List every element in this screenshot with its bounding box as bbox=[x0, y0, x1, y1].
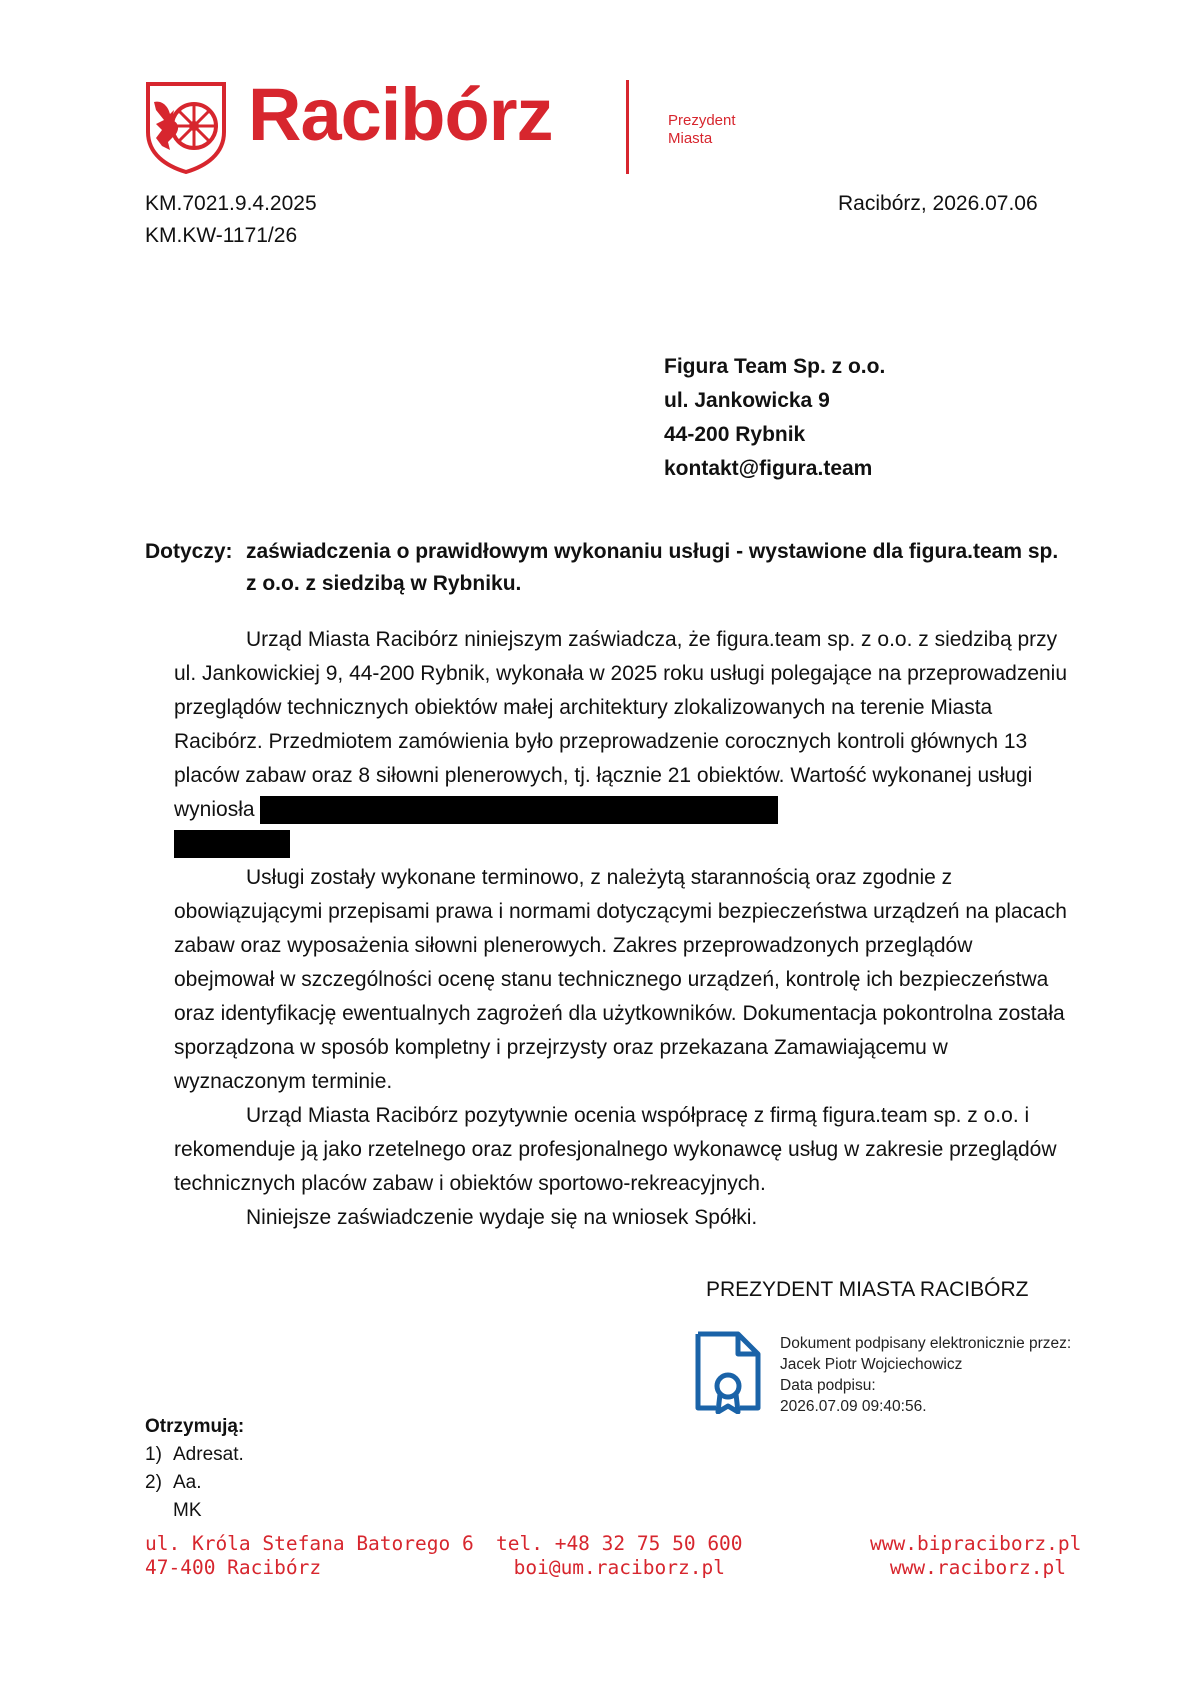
signed-document-icon bbox=[694, 1330, 762, 1414]
e-signature-date: 2026.07.09 09:40:56. bbox=[780, 1398, 927, 1415]
list-item-extra-text: MK bbox=[173, 1500, 202, 1521]
body-paragraph-2: Usługi zostały wykonane terminowo, z należytą starannością oraz zgodnie z obowiązującymi przepisami prawa i normami dotyczącymi bezpieczeństwa urządzeń na placach zabaw oraz wyposażenia siłowni plenerowych. Zakres przeprowadzonych przeglądów obejmował w szczególności ocenę stanu technicznego urządzeń, kontrolę ich bezpieczeństwa oraz identyfikację ewentualnych zagrożeń dla użytkowników. Dokumentacja pokontrolna została sporządzona w sposób kompletny i przejrzysty oraz przekazana Zamawiającemu w wyznaczonym terminie. bbox=[174, 866, 1067, 1093]
recipient-email: kontakt@figura.team bbox=[664, 457, 873, 480]
footer-address-street: ul. Króla Stefana Batorego 6 bbox=[145, 1532, 474, 1555]
body-paragraph-1 bbox=[174, 623, 1076, 861]
list-item-number: 1) bbox=[145, 1444, 162, 1465]
letter-body bbox=[174, 623, 1076, 1235]
body-paragraph-3: Urząd Miasta Racibórz pozytywnie ocenia współpracę z firmą figura.team sp. z o.o. i rekomenduje ją jako rzetelnego oraz profesjonalnego wykonawcę usług w zakresie przeglądów technicznych placów zabaw i obiektów sportowo-rekreacyjnych. bbox=[174, 1104, 1057, 1195]
recipients-list bbox=[145, 1441, 244, 1525]
list-item bbox=[145, 1441, 244, 1469]
footer-email[interactable]: boi@um.raciborz.pl bbox=[513, 1556, 725, 1579]
recipient-street: ul. Jankowicka 9 bbox=[664, 389, 830, 412]
city-logo-wordmark: Racibórz bbox=[248, 73, 553, 156]
eagle-wheel-crest-icon bbox=[144, 80, 228, 174]
case-reference-1: KM.7021.9.4.2025 bbox=[145, 192, 317, 215]
logo-divider bbox=[626, 80, 629, 174]
place-date: Racibórz, 2026.07.06 bbox=[838, 192, 1038, 215]
list-item-extra bbox=[145, 1497, 244, 1525]
office-name bbox=[668, 112, 736, 148]
redacted-amount bbox=[260, 796, 778, 824]
e-signature-line-1: Dokument podpisany elektronicznie przez: bbox=[780, 1335, 1072, 1352]
signer-title: PREZYDENT MIASTA RACIBÓRZ bbox=[706, 1278, 1029, 1301]
body-paragraph-4: Niniejsze zaświadczenie wydaje się na wniosek Spółki. bbox=[246, 1206, 758, 1229]
footer-websites bbox=[870, 1532, 1082, 1580]
footer-address-city: 47-400 Racibórz bbox=[145, 1556, 322, 1579]
footer-link-bip[interactable]: www.bipraciborz.pl bbox=[870, 1532, 1082, 1555]
redacted-amount-continued bbox=[174, 830, 290, 858]
recipient-name: Figura Team Sp. z o.o. bbox=[664, 355, 886, 378]
case-reference-2: KM.KW-1171/26 bbox=[145, 224, 298, 247]
list-item-text: Aa. bbox=[173, 1472, 202, 1493]
footer-address bbox=[145, 1532, 474, 1580]
case-references bbox=[145, 188, 317, 252]
list-item-text: Adresat. bbox=[173, 1444, 244, 1465]
e-signature-signer: Jacek Piotr Wojciechowicz bbox=[780, 1356, 963, 1373]
footer-phone: tel. +48 32 75 50 600 bbox=[496, 1532, 743, 1555]
e-signature-info bbox=[780, 1333, 1071, 1417]
subject-text: zaświadczenia o prawidłowym wykonaniu usługi - wystawione dla figura.team sp. z o.o. z siedzibą w Rybniku. bbox=[246, 540, 1059, 595]
footer-link-www[interactable]: www.raciborz.pl bbox=[889, 1556, 1066, 1579]
list-item-number: 2) bbox=[145, 1472, 162, 1493]
subject-label: Dotyczy: bbox=[145, 540, 233, 563]
recipients-heading: Otrzymują: bbox=[145, 1416, 245, 1437]
recipient-address bbox=[664, 350, 885, 486]
office-line-2: Miasta bbox=[668, 130, 713, 147]
e-signature-date-label: Data podpisu: bbox=[780, 1377, 876, 1394]
recipient-city: 44-200 Rybnik bbox=[664, 423, 806, 446]
body-paragraph-1-text: Urząd Miasta Racibórz niniejszym zaświadcza, że figura.team sp. z o.o. z siedzibą przy ul. Jankowickiej 9, 44-200 Rybnik, wykonała w 2025 roku usługi polegające na przeprowadzeniu przeglądów technicznych obiektów małej architektury zlokalizowanych na terenie Miasta Racibórz. Przedmiotem zamówienia było przeprowadzenie corocznych kontroli głównych 13 placów zabaw oraz 8 siłowni plenerowych, tj. łącznie 21 obiektów. Wartość wykonanej usługi wyniosła bbox=[174, 628, 1068, 821]
list-item bbox=[145, 1469, 244, 1497]
office-line-1: Prezydent bbox=[668, 112, 736, 129]
footer-contact bbox=[496, 1532, 743, 1580]
